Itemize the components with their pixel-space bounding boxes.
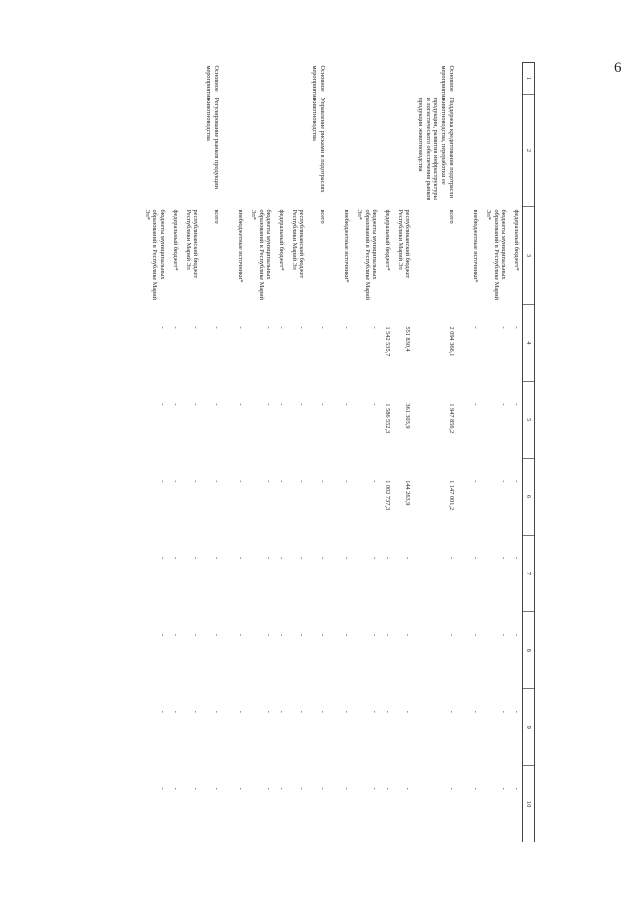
value-cell-col-8: - [404, 633, 412, 636]
table-header-row [523, 63, 535, 843]
value-cell-col-9: - [447, 710, 455, 713]
column-header-3: 3 [523, 207, 535, 305]
value-cell-col-7: - [383, 557, 391, 560]
value-cell-col-4: - [212, 326, 220, 329]
funding-source-cell: бюджеты муниципальных образований в Республике Марий Эл* [249, 209, 273, 301]
value-cell-col-10: - [318, 787, 326, 790]
funding-source-cell: федеральный бюджет* [277, 209, 285, 271]
value-cell-col-6: - [192, 480, 200, 483]
value-cell-col-10: - [192, 787, 200, 790]
value-cell-col-6: 1 147 001,2 [447, 480, 455, 511]
value-cell-col-9: - [513, 710, 520, 713]
column-header-10: 10 [523, 766, 535, 843]
value-cell-col-4: - [265, 326, 273, 329]
value-cell-col-4: - [237, 326, 245, 329]
value-cell-col-9: - [237, 710, 245, 713]
value-cell-col-5: 361 303,9 [404, 403, 412, 429]
activity-type-cell [509, 63, 522, 95]
value-cell-col-10: - [513, 787, 520, 790]
value-cell-col-8: - [171, 633, 179, 636]
value-cell-col-6: - [237, 480, 245, 483]
value-cell-col-10: - [298, 787, 306, 790]
value-cell-col-7: - [277, 557, 285, 560]
value-cell-col-5: 1 947 856,2 [447, 403, 455, 434]
value-cell-col-7: - [371, 557, 379, 560]
table-row [181, 63, 201, 843]
activity-name-cell [340, 95, 353, 207]
column-header-2: 2 [523, 95, 535, 207]
value-cell-col-4: - [513, 326, 520, 329]
value-cell-col-9: - [265, 710, 273, 713]
activity-type-cell [181, 63, 201, 95]
column-header-5: 5 [523, 381, 535, 458]
activity-type-cell [469, 63, 482, 95]
value-cell-col-7: - [192, 557, 200, 560]
value-cell-col-4: - [298, 326, 306, 329]
value-cell-col-6: - [159, 480, 167, 483]
value-cell-col-5: - [265, 403, 273, 406]
value-cell-col-8: - [192, 633, 200, 636]
activity-name-cell: Управление рисками в подотраслях животноводства [310, 97, 326, 193]
activity-name-cell [352, 95, 380, 207]
funding-source-cell: всего [212, 209, 220, 224]
value-cell-col-9: - [277, 710, 285, 713]
value-cell-col-6: - [472, 480, 480, 483]
table-body [140, 63, 522, 843]
value-cell-col-6: - [212, 480, 220, 483]
activity-type-cell [140, 63, 168, 95]
table-row [481, 63, 509, 843]
activity-name-cell [181, 95, 201, 207]
value-cell-col-7: - [237, 557, 245, 560]
value-cell-col-9: - [318, 710, 326, 713]
column-header-4: 4 [523, 305, 535, 382]
value-cell-col-9: - [472, 710, 480, 713]
value-cell-col-6: - [513, 480, 520, 483]
activity-type-cell [340, 63, 353, 95]
value-cell-col-5: - [159, 403, 167, 406]
funding-source-cell: бюджеты муниципальных образований в Республике Марий Эл* [355, 209, 379, 301]
value-cell-col-5: - [500, 403, 508, 406]
value-cell-col-8: - [383, 633, 391, 636]
value-cell-col-9: - [404, 710, 412, 713]
activity-type-cell [168, 63, 181, 95]
table-row [413, 63, 456, 843]
table-row [201, 63, 221, 843]
value-cell-col-4: - [371, 326, 379, 329]
value-cell-col-8: - [298, 633, 306, 636]
value-cell-col-10: - [404, 787, 412, 790]
value-cell-col-10: - [212, 787, 220, 790]
activity-name-cell: Регулирование рынков продукции животноводства [204, 97, 220, 189]
column-header-9: 9 [523, 689, 535, 766]
value-cell-col-6: - [500, 480, 508, 483]
value-cell-col-8: - [513, 633, 520, 636]
value-cell-col-8: - [472, 633, 480, 636]
activity-type-cell [234, 63, 247, 95]
funding-source-cell: внебюджетные источники* [237, 209, 245, 283]
section-gap [222, 63, 234, 843]
funding-source-cell: бюджеты муниципальных образований в Республике Марий Эл* [484, 209, 508, 301]
value-cell-col-5: - [318, 403, 326, 406]
section-gap [328, 63, 340, 843]
budget-table [140, 62, 535, 842]
value-cell-col-4: 2 094 366,1 [447, 326, 455, 357]
activity-name-cell [234, 95, 247, 207]
funding-source-cell: республиканский бюджет Республики Марий Эл [184, 209, 200, 279]
column-header-1: 1 [523, 63, 535, 95]
column-header-6: 6 [523, 458, 535, 535]
activity-name-cell [509, 95, 522, 207]
value-cell-col-7: - [212, 557, 220, 560]
value-cell-col-8: - [447, 633, 455, 636]
table-row [140, 63, 168, 843]
page-number: 6 [614, 60, 622, 76]
table-row [380, 63, 393, 843]
value-cell-col-9: - [212, 710, 220, 713]
value-cell-col-5: - [513, 403, 520, 406]
value-cell-col-5: - [298, 403, 306, 406]
funding-source-cell: всего [318, 209, 326, 224]
value-cell-col-8: - [159, 633, 167, 636]
activity-name-cell [469, 95, 482, 207]
value-cell-col-9: - [159, 710, 167, 713]
value-cell-col-9: - [383, 710, 391, 713]
value-cell-col-10: - [447, 787, 455, 790]
value-cell-col-6: 144 263,9 [404, 480, 412, 506]
value-cell-col-9: - [192, 710, 200, 713]
table-row [246, 63, 274, 843]
value-cell-col-10: - [159, 787, 167, 790]
value-cell-col-10: - [383, 787, 391, 790]
value-cell-col-5: 1 586 552,3 [383, 403, 391, 434]
value-cell-col-7: - [171, 557, 179, 560]
value-cell-col-4: - [318, 326, 326, 329]
value-cell-col-4: - [343, 326, 351, 329]
value-cell-col-7: - [343, 557, 351, 560]
value-cell-col-5: - [212, 403, 220, 406]
value-cell-col-5: - [472, 403, 480, 406]
value-cell-col-8: - [237, 633, 245, 636]
activity-type-cell [287, 63, 307, 95]
value-cell-col-10: - [472, 787, 480, 790]
value-cell-col-4: 1 542 535,7 [383, 326, 391, 357]
value-cell-col-8: - [343, 633, 351, 636]
activity-name-cell: Поддержка кредитования подотрасли животноводства, переработки ее продукции, развития инфраструктуры и логистического обеспечения рынков продукции животноводства [416, 97, 455, 201]
value-cell-col-9: - [171, 710, 179, 713]
value-cell-col-5: - [343, 403, 351, 406]
value-cell-col-4: - [192, 326, 200, 329]
funding-source-cell: внебюджетные источники* [472, 209, 480, 283]
funding-source-cell: федеральный бюджет* [513, 209, 520, 271]
value-cell-col-5: - [192, 403, 200, 406]
activity-type-cell: Основное мероприятие [310, 65, 326, 101]
value-cell-col-6: - [343, 480, 351, 483]
activity-name-cell [287, 95, 307, 207]
value-cell-col-8: - [500, 633, 508, 636]
activity-name-cell [393, 95, 413, 207]
activity-name-cell [481, 95, 509, 207]
activity-name-cell [168, 95, 181, 207]
value-cell-col-6: - [265, 480, 273, 483]
value-cell-col-7: - [447, 557, 455, 560]
value-cell-col-10: - [371, 787, 379, 790]
funding-source-cell: федеральный бюджет* [383, 209, 391, 271]
funding-source-cell: республиканский бюджет Республики Марий Эл [396, 209, 412, 279]
value-cell-col-6: 1 002 737,3 [383, 480, 391, 511]
column-header-7: 7 [523, 535, 535, 612]
value-cell-col-4: - [171, 326, 179, 329]
funding-source-cell: внебюджетные источники* [343, 209, 351, 283]
value-cell-col-7: - [500, 557, 508, 560]
activity-type-cell [481, 63, 509, 95]
activity-name-cell [274, 95, 287, 207]
value-cell-col-10: - [500, 787, 508, 790]
value-cell-col-10: - [237, 787, 245, 790]
table-row [287, 63, 307, 843]
value-cell-col-8: - [371, 633, 379, 636]
value-cell-col-6: - [171, 480, 179, 483]
value-cell-col-8: - [277, 633, 285, 636]
value-cell-col-9: - [500, 710, 508, 713]
table-row [168, 63, 181, 843]
value-cell-col-5: - [237, 403, 245, 406]
table-row [340, 63, 353, 843]
value-cell-col-6: - [277, 480, 285, 483]
activity-name-cell [246, 95, 274, 207]
table-row [234, 63, 247, 843]
activity-type-cell: Основное мероприятие [204, 65, 220, 101]
table-row [307, 63, 327, 843]
funding-source-cell: республиканский бюджет Республики Марий Эл [290, 209, 306, 279]
table-row [469, 63, 482, 843]
value-cell-col-7: - [404, 557, 412, 560]
value-cell-col-8: - [265, 633, 273, 636]
value-cell-col-7: - [298, 557, 306, 560]
value-cell-col-10: - [343, 787, 351, 790]
value-cell-col-6: - [318, 480, 326, 483]
activity-type-cell [274, 63, 287, 95]
value-cell-col-8: - [212, 633, 220, 636]
value-cell-col-7: - [265, 557, 273, 560]
activity-name-cell [380, 95, 393, 207]
value-cell-col-5: - [277, 403, 285, 406]
table-row [509, 63, 522, 843]
value-cell-col-10: - [277, 787, 285, 790]
value-cell-col-7: - [159, 557, 167, 560]
value-cell-col-9: - [371, 710, 379, 713]
column-header-8: 8 [523, 612, 535, 689]
value-cell-col-7: - [513, 557, 520, 560]
value-cell-col-4: - [500, 326, 508, 329]
value-cell-col-8: - [318, 633, 326, 636]
value-cell-col-7: - [472, 557, 480, 560]
activity-type-cell [352, 63, 380, 95]
funding-source-cell: федеральный бюджет* [171, 209, 179, 271]
activity-type-cell: Основное мероприятие [439, 65, 455, 101]
activity-type-cell [246, 63, 274, 95]
table-row [352, 63, 380, 843]
value-cell-col-9: - [343, 710, 351, 713]
value-cell-col-4: 551 830,4 [404, 326, 412, 352]
value-cell-col-10: - [171, 787, 179, 790]
value-cell-col-4: - [159, 326, 167, 329]
rotated-table-container [107, 62, 535, 842]
value-cell-col-6: - [298, 480, 306, 483]
value-cell-col-7: - [318, 557, 326, 560]
table-row [274, 63, 287, 843]
value-cell-col-6: - [371, 480, 379, 483]
value-cell-col-5: - [371, 403, 379, 406]
value-cell-col-4: - [472, 326, 480, 329]
value-cell-col-9: - [298, 710, 306, 713]
value-cell-col-10: - [265, 787, 273, 790]
activity-name-cell [140, 95, 168, 207]
value-cell-col-4: - [277, 326, 285, 329]
activity-type-cell [380, 63, 393, 95]
value-cell-col-5: - [171, 403, 179, 406]
section-gap [457, 63, 469, 843]
funding-source-cell: всего [447, 209, 455, 224]
activity-type-cell [393, 63, 413, 95]
table-row [393, 63, 413, 843]
funding-source-cell: бюджеты муниципальных образований в Республике Марий Эл* [143, 209, 167, 301]
